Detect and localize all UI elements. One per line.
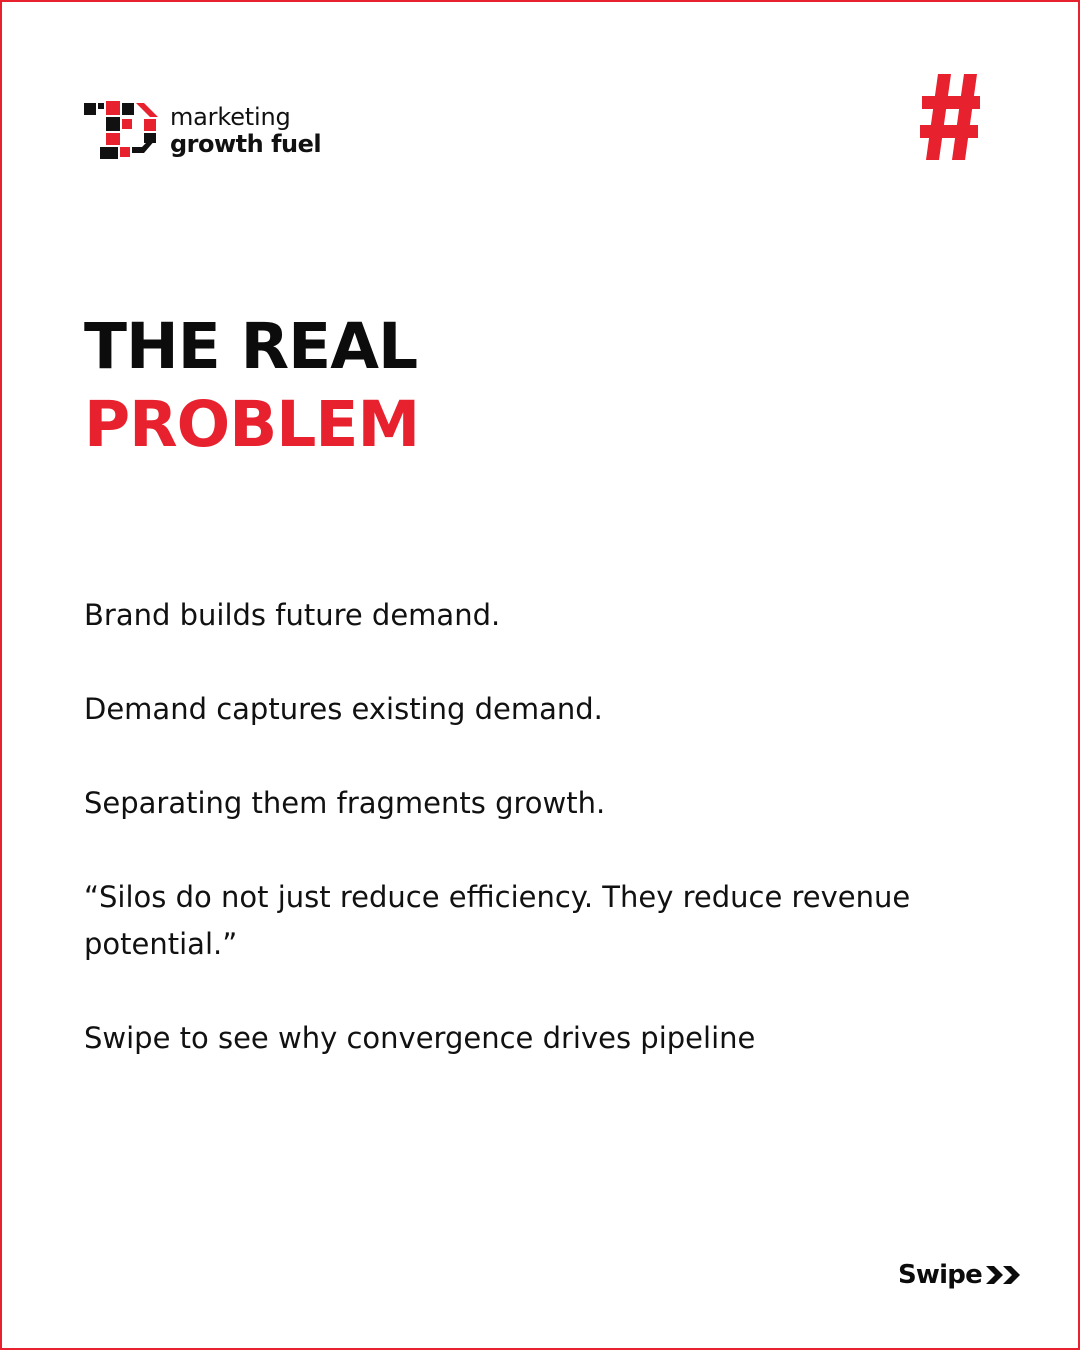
headline-line-2: PROBLEM [84, 388, 420, 461]
paragraph-1: Brand builds future demand. [84, 598, 501, 632]
paragraph-2: Demand captures existing demand. [84, 692, 603, 726]
paragraph-3: Separating them fragments growth. [84, 786, 606, 820]
quote-paragraph: “Silos do not just reduce efficiency. They reduce revenue potential.” [84, 880, 911, 961]
body-copy [84, 592, 944, 1109]
brand-wordmark [170, 102, 322, 158]
headline [84, 308, 419, 464]
headline-line-1: THE REAL [84, 310, 418, 383]
swipe-label: Swipe [898, 1260, 982, 1290]
brand-line-2: growth fuel [170, 129, 322, 158]
brand-line-1: marketing [170, 102, 291, 131]
grid-arrow-logo-icon [84, 101, 158, 159]
hashtag-icon [920, 74, 982, 160]
swipe-prompt[interactable] [898, 1260, 1024, 1290]
double-chevron-right-icon [986, 1264, 1024, 1286]
brand-logo [84, 101, 321, 159]
paragraph-5: Swipe to see why convergence drives pipeline [84, 1021, 756, 1055]
